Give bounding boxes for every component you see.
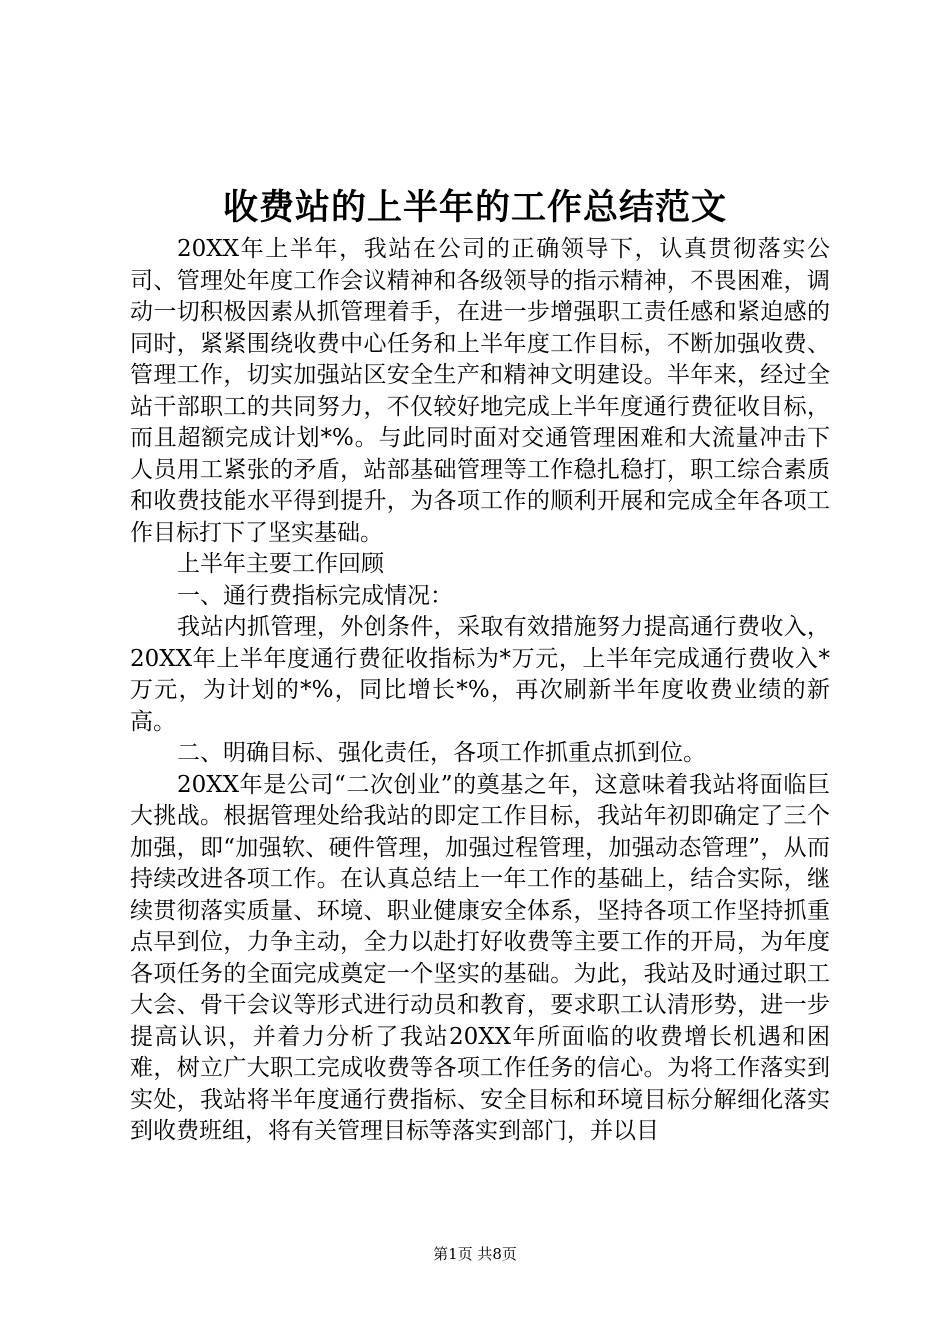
section-heading-toll-target: 一、通行费指标完成情况： bbox=[177, 582, 453, 609]
document-title: 收费站的上半年的工作总结范文 bbox=[222, 187, 727, 228]
section-heading-review: 上半年主要工作回顾 bbox=[177, 551, 384, 577]
document-body bbox=[130, 234, 830, 1148]
section-heading-goals: 二、明确目标、强化责任，各项工作抓重点抓到位。 bbox=[177, 740, 706, 766]
paragraph-intro: 20XX年上半年，我站在公司的正确领导下，认真贯彻落实公司、管理处年度工作会议精神和各级领导的指示精神，不畏困难，调动一切积极因素从抓管理着手，在进一步增强职工责任感和紧迫感的同时，紧紧围绕收费中心任务和上半年度工作目标，不断加强收费、管理工作，切实加强站区安全生产和精神文明建设。半年来，经过全站干部职工的共同努力，不仅较好地完成上半年度通行费征收目标，而且超额完成计划*%。与此同时面对交通管理困难和大流量冲击下人员用工紧张的矛盾，站部基础管理等工作稳扎稳打，职工综合素质和收费技能水平得到提升，为各项工作的顺利开展和完成全年各项工作目标打下了坚实基础。 bbox=[130, 236, 830, 546]
paragraph-toll-target: 我站内抓管理，外创条件，采取有效措施努力提高通行费收入，20XX年上半年度通行费征收指标为*万元，上半年完成通行费收入*万元，为计划的*%，同比增长*%，再次刷新半年度收费业绩的新高。 bbox=[130, 614, 830, 735]
paragraph-goals: 20XX年是公司“二次创业”的奠基之年，这意味着我站将面临巨大挑战。根据管理处给我站的即定工作目标，我站年初即确定了三个加强，即“加强软、硬件管理，加强过程管理，加强动态管理”，从而持续改进各项工作。在认真总结上一年工作的基础上，结合实际，继续贯彻落实质量、环境、职业健康安全体系，坚持各项工作坚持抓重点早到位，力争主动，全力以赴打好收费等主要工作的开局，为年度各项任务的全面完成奠定一个坚实的基础。为此，我站及时通过职工大会、骨干会议等形式进行动员和教育，要求职工认清形势，进一步提高认识，并着力分析了我站20XX年所面临的收费增长机遇和困难，树立广大职工完成收费等各项工作任务的信心。为将工作落实到实处，我站将半年度通行费指标、安全目标和环境目标分解细化落实到收费班组，将有关管理目标等落实到部门，并以目 bbox=[130, 771, 830, 1144]
page-footer: 第1页 共8页 bbox=[433, 1245, 517, 1263]
